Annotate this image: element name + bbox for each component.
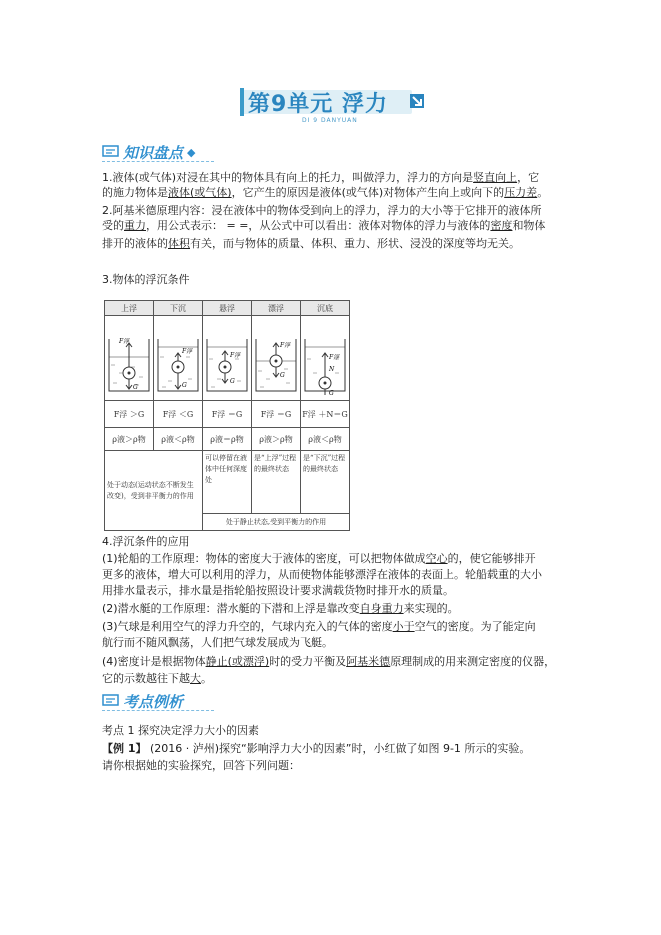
corner-arrow-icon: [410, 94, 424, 108]
label-buoyancy: F浮: [280, 342, 291, 349]
density-suspend: ρ液＝ρ物: [203, 428, 252, 451]
unit-title-banner: [232, 84, 432, 122]
unit-subtitle: DI 9 DANYUAN: [302, 117, 358, 124]
section-title: 考点例析: [123, 693, 184, 711]
desc-dynamic: 处于动态(运动状态不断发生改变)，受到非平衡力的作用: [105, 451, 203, 531]
desc-bottom: 是“下沉”过程的最终状态: [301, 451, 350, 514]
header-suspend: 悬浮: [203, 301, 252, 316]
density-sink: ρ液＜ρ物: [154, 428, 203, 451]
banner-accent-bar: [240, 88, 244, 116]
beaker-sink-diagram: [154, 317, 202, 397]
p4-line8: 它的示数越往下越大。: [102, 672, 212, 685]
example-label: 【例 1】: [102, 742, 147, 755]
p2-line2: 受的重力，用公式表示： = =，从公式中可以看出：液体对物体的浮力与液体的密度和物体: [102, 219, 546, 232]
desc-float: 是“上浮”过程的最终状态: [252, 451, 301, 514]
force-sink: F浮 ＜G: [154, 401, 203, 428]
beaker-bottom-diagram: [301, 317, 349, 397]
header-sink: 下沉: [154, 301, 203, 316]
label-gravity: G: [230, 378, 235, 385]
book-icon: [102, 693, 120, 711]
section-title: 知识盘点: [123, 144, 184, 162]
section-header-knowledge: [102, 142, 195, 160]
diagram-float: [252, 316, 301, 401]
example-line2: 请你根据她的实验探究，回答下列问题：: [102, 759, 300, 772]
label-gravity: G: [133, 384, 138, 391]
kd-title: 考点 1 探究决定浮力大小的因素: [102, 724, 259, 737]
p3-title: 3.物体的浮沉条件: [102, 273, 190, 286]
label-gravity: G: [182, 382, 187, 389]
header-bottom: 沉底: [301, 301, 350, 316]
label-gravity: G: [280, 372, 285, 379]
p4-line3: 用排水量表示，排水量是指轮船按照设计要求满载货物时排开水的质量。: [102, 584, 454, 597]
p4-line6: 航行而不随风飘荡，人们把气球发展成为飞艇。: [102, 636, 333, 649]
density-bottom: ρ液＜ρ物: [301, 428, 350, 451]
label-buoyancy: F浮: [329, 354, 340, 361]
example-line1: 【例 1】 (2016 · 泸州)探究“影响浮力大小的因素”时，小红做了如图 9-1 所示的实验。: [102, 742, 531, 755]
p2-line3: 排开的液体的体积有关，而与物体的质量、体积、重力、形状、浸没的深度等均无关。: [102, 237, 520, 250]
header-float: 漂浮: [252, 301, 301, 316]
p1-line2: 的施力物体是液体(或气体)，它产生的原因是液体(或气体)对物体产生向上或向下的压力差。: [102, 186, 549, 199]
p4-line5: (3)气球是利用空气的浮力升空的，气球内充入的气体的密度小于空气的密度。为了能定向: [102, 620, 536, 633]
label-normal-force: N: [329, 366, 335, 373]
diagram-suspend: [203, 316, 252, 401]
p4-line4: (2)潜水艇的工作原理：潜水艇的下潜和上浮是靠改变自身重力来实现的。: [102, 602, 459, 615]
desc-static: 处于静止状态,受到平衡力的作用: [203, 514, 350, 531]
p4-title: 4.浮沉条件的应用: [102, 535, 190, 548]
force-suspend: F浮 ＝G: [203, 401, 252, 428]
float-sink-table: [104, 300, 350, 531]
diagram-bottom: [301, 316, 350, 401]
diagram-sink: [154, 316, 203, 401]
decor-dot-icon: ◆: [187, 146, 196, 159]
desc-suspend: 可以停留在液体中任何深度处: [203, 451, 252, 514]
p4-line2: 更多的液体，增大可以利用的浮力，从而使物体能够漂浮在液体的表面上。轮船载重的大小: [102, 568, 542, 581]
beaker-suspend-diagram: [203, 317, 251, 397]
section-underline: [102, 161, 214, 162]
force-float: F浮 ＝G: [252, 401, 301, 428]
beaker-rise-diagram: [105, 317, 153, 397]
label-buoyancy: F浮: [230, 352, 241, 359]
section-header-examples: [102, 691, 183, 709]
beaker-float-diagram: [252, 317, 300, 397]
p4-line1: (1)轮船的工作原理：物体的密度大于液体的密度，可以把物体做成空心的，使它能够排开: [102, 552, 536, 565]
density-rise: ρ液＞ρ物: [105, 428, 154, 451]
unit-title: 第9单元 浮力: [248, 92, 388, 117]
force-bottom: F浮 ＋N＝G: [301, 401, 350, 428]
header-rise: 上浮: [105, 301, 154, 316]
label-gravity: G: [329, 390, 334, 397]
force-rise: F浮 ＞G: [105, 401, 154, 428]
book-icon: [102, 144, 120, 162]
section-underline: [102, 710, 214, 711]
density-float: ρ液＞ρ物: [252, 428, 301, 451]
label-buoyancy: F浮: [182, 348, 193, 355]
label-buoyancy: F浮: [119, 338, 130, 345]
diagram-rise: [105, 316, 154, 401]
p2-line1: 2.阿基米德原理内容：浸在液体中的物体受到向上的浮力，浮力的大小等于它排开的液体所: [102, 204, 542, 217]
p1-line1: 1.液体(或气体)对浸在其中的物体具有向上的托力，叫做浮力，浮力的方向是竖直向上，它: [102, 171, 540, 184]
p4-line7: (4)密度计是根据物体静止(或漂浮)时的受力平衡及阿基米德原理制成的用来测定密度的仪器，: [102, 655, 556, 668]
